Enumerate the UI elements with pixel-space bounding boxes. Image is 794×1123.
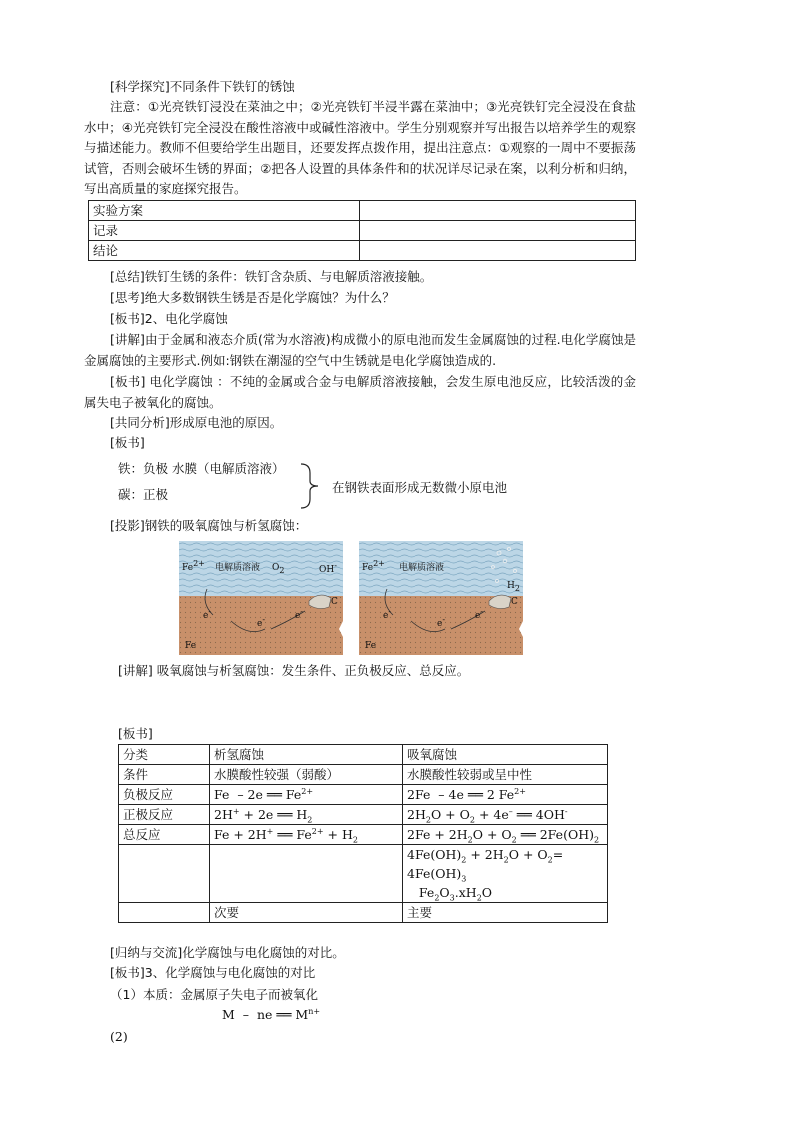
experiment-table [88, 200, 636, 261]
oxygen-corrosion-figure: $Fe^{2+}$ 电解质溶液 $O_2$ OH- C e- e- e- Fe [179, 541, 343, 655]
ferrous-ion-label: Fe [182, 563, 194, 573]
note-paragraph: 注意：①光亮铁钉浸没在菜油之中；②光亮铁钉半浸半露在菜油中；③光亮铁钉完全浸没在食盐水中；④光亮铁钉完全浸没在酸性溶液中或碱性溶液中。学生分别观察并写出报告以培养学生的观察与描述能力。教师不但要给学生出题目，还要发挥点拨作用，提出注意点：①观察的一周中不要振荡试管，否则会破坏生锈的界面；②把各人设置的具体条件和的状况详尽记录在案，以利分析和归纳，写出高质量的家庭探究报告。 [84, 99, 636, 196]
table-row: 记录 [89, 221, 360, 241]
hydrogen-corrosion-figure: $Fe^{2+}$ 电解质溶液 $H_2$ C e- e- e- Fe [359, 541, 523, 655]
projection-line: [投影]钢铁的吸氧腐蚀与析氢腐蚀： [110, 518, 308, 533]
table-header: 吸氧腐蚀 [403, 745, 608, 765]
table-cell: 负极反应 [119, 785, 210, 805]
lecture-paragraph: [讲解]由于金属和液态介质(常为水溶液)构成微小的原电池而发生金属腐蚀的过程.电化学腐蚀是金属腐蚀的主要形式.例如:钢铁在潮湿的空气中生锈就是电化学腐蚀造成的. [84, 332, 636, 368]
general-equation: M – ne ══ $M^{n+}$ [222, 1006, 321, 1022]
table-cell: 水膜酸性较强（弱酸） [210, 765, 403, 785]
electron-label: e [383, 611, 389, 621]
table-row: 结论 [89, 241, 360, 261]
think-line: [思考]绝大多数钢铁生锈是否是化学腐蚀？为什么？ [110, 290, 395, 305]
board-heading: [板书]2、电化学腐蚀 [110, 311, 228, 326]
electron-label: e [257, 619, 263, 629]
brace-line-carbon: 碳：正极 [118, 487, 169, 502]
table-cell: 主要 [403, 903, 608, 923]
board-heading: [板书] [110, 435, 145, 450]
electrolyte-label: 电解质溶液 [399, 563, 445, 573]
table-cell: 水膜酸性较弱或呈中性 [403, 765, 608, 785]
board-heading: [板书]3、化学腐蚀与电化腐蚀的对比 [110, 965, 316, 980]
board-heading: [板书] [118, 726, 153, 741]
table-row: 实验方案 [89, 201, 360, 221]
formula-cell: 2Fe – 4e ══ 2 $Fe^{2+}$ [403, 785, 608, 805]
exchange-line: [归纳与交流]化学腐蚀与电化腐蚀的对比。 [110, 945, 345, 960]
electrolyte-label: 电解质溶液 [215, 563, 261, 573]
brace-result: 在钢铁表面形成无数微小原电池 [332, 480, 508, 495]
table-cell: 正极反应 [119, 805, 210, 825]
brace-line-iron: 铁：负极 水膜（电解质溶液） [118, 461, 285, 476]
electron-label: e [475, 611, 481, 621]
carbon-label: C [331, 597, 338, 607]
formula-cell: Fe + 2H+ ══ $Fe^{2+} + H_2$ [210, 825, 403, 845]
formula-cell: $2Fe + 2H_2O + O_2$ ══ $2Fe(OH)_2$ [403, 825, 608, 845]
table-header: 分类 [119, 745, 210, 765]
definition-paragraph: [板书] 电化学腐蚀 ：不纯的金属或合金与电解质溶液接触，会发生原电池反应，比较活泼的金属失电子被氧化的腐蚀。 [84, 374, 636, 410]
table-cell: 总反应 [119, 825, 210, 845]
analysis-line: [共同分析]形成原电池的原因。 [110, 415, 283, 430]
ferrous-ion-label: Fe [362, 563, 374, 573]
electron-label: e [295, 611, 301, 621]
hydrogen-label: H [507, 581, 515, 591]
electron-label: e [203, 611, 209, 621]
hydroxide-label: OH [319, 565, 335, 575]
lecture-line: [讲解] 吸氧腐蚀与析氢腐蚀：发生条件、正负极反应、总反应。 [118, 663, 470, 678]
table-header: 析氢腐蚀 [210, 745, 403, 765]
formula-cell: $2H_2O + O_2 + 4e^-$ ══ 4OH- [403, 805, 608, 825]
oxygen-label: O [272, 563, 280, 573]
section-heading: [科学探究]不同条件下铁钉的锈蚀 [110, 79, 295, 94]
corrosion-comparison-table [118, 744, 608, 923]
brace-symbol [298, 463, 322, 509]
summary-line: [总结]铁钉生锈的条件：铁钉含杂质、与电解质溶液接触。 [110, 269, 433, 284]
essence-line: （1）本质：金属原子失电子而被氧化 [110, 987, 318, 1002]
formula-cell: Fe – 2e ══ $Fe^{2+}$ [210, 785, 403, 805]
item-number: (2) [110, 1029, 128, 1044]
carbon-label: C [511, 597, 518, 607]
iron-label: Fe [365, 641, 377, 651]
table-cell: 条件 [119, 765, 210, 785]
table-cell: 次要 [210, 903, 403, 923]
electron-label: e [437, 619, 443, 629]
formula-cell: 2H+ + 2e ══ $H_2$ [210, 805, 403, 825]
iron-label: Fe [185, 641, 197, 651]
formula-cell: $4Fe(OH)_2 + 2H_2O + O_2=$ $4Fe(OH)_3$ $Fe_2O_3.xH_2O$ [403, 845, 608, 903]
